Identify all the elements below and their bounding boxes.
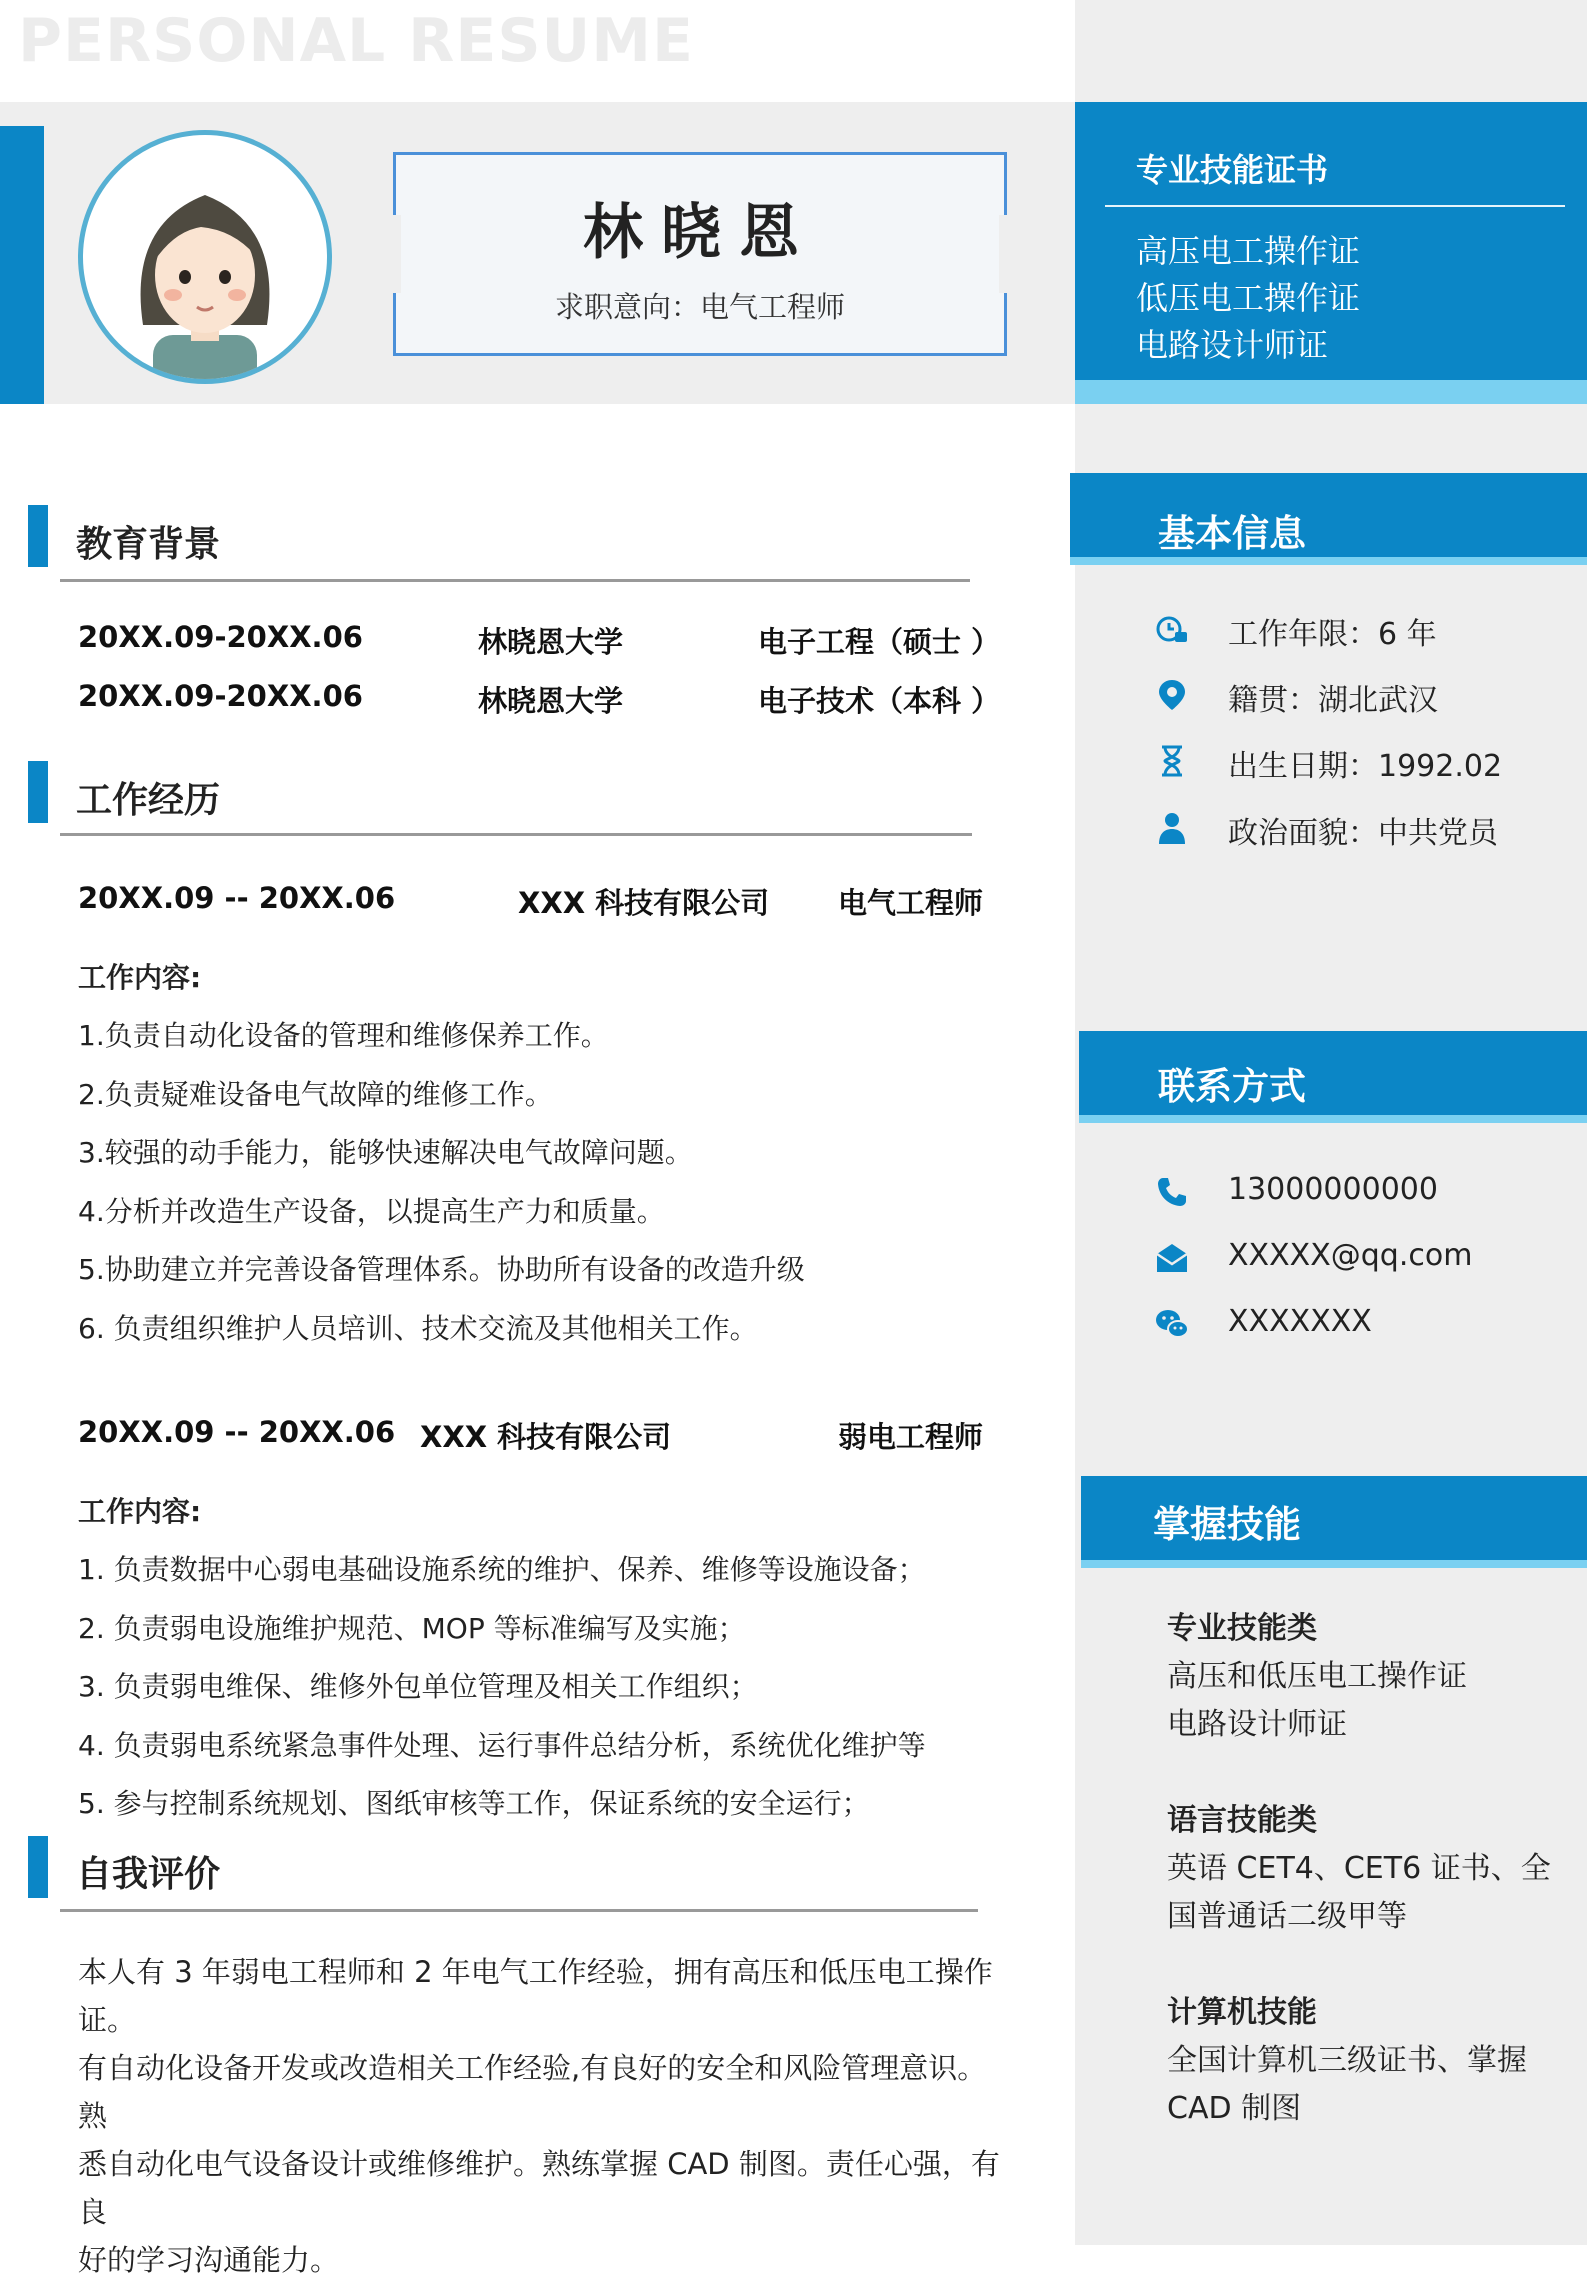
info-work-years: 工作年限：6 年 (1228, 617, 1437, 652)
info-political-status: 政治面貌：中共党员 (1228, 816, 1498, 851)
work-divider (60, 833, 972, 836)
contact-wechat[interactable]: XXXXXXX (1228, 1304, 1372, 1339)
self-eval-divider (60, 1909, 978, 1912)
skills-title: 掌握技能 (1153, 1503, 1301, 1546)
job-duty: 1. 负责数据中心弱电基础设施系统的维护、保养、维修等设施设备； (78, 1553, 926, 1586)
name-card (393, 152, 1007, 356)
certificates-panel-underline (1075, 380, 1587, 404)
job-role: 电气工程师 (838, 886, 984, 920)
job-duty: 5. 参与控制系统规划、图纸审核等工作，保证系统的安全运行； (78, 1787, 870, 1820)
header-accent-bar (0, 126, 44, 404)
self-eval-title: 自我评价 (76, 1854, 221, 1895)
contact-email[interactable]: XXXXX@qq.com (1228, 1238, 1473, 1273)
job-period: 20XX.09 -- 20XX.06 (78, 881, 396, 915)
certificate-item: 低压电工操作证 (1136, 279, 1361, 317)
job-content-label: 工作内容: (78, 1495, 202, 1528)
job-duty: 4. 负责弱电系统紧急事件处理、运行事件总结分析，系统优化维护等 (78, 1729, 926, 1762)
job-duty: 5.协助建立并完善设备管理体系。协助所有设备的改造升级 (78, 1253, 805, 1286)
phone-icon (1155, 1175, 1189, 1209)
briefcase-clock-icon (1155, 612, 1189, 646)
avatar (78, 130, 332, 384)
certificates-title: 专业技能证书 (1136, 151, 1329, 189)
self-eval-marker (28, 1836, 48, 1898)
skill-line: 英语 CET4、CET6 证书、全 (1167, 1851, 1551, 1886)
job-duty: 6. 负责组织维护人员培训、技术交流及其他相关工作。 (78, 1312, 758, 1345)
skill-group-heading: 语言技能类 (1167, 1803, 1317, 1838)
job-intent: 求职意向：电气工程师 (554, 290, 845, 324)
candidate-name: 林晓恩 (583, 198, 817, 268)
job-role: 弱电工程师 (838, 1420, 984, 1454)
skill-group-heading: 专业技能类 (1167, 1611, 1317, 1646)
education-school: 林晓恩大学 (478, 625, 624, 659)
skill-line: 电路设计师证 (1167, 1707, 1347, 1742)
info-hometown: 籍贯：湖北武汉 (1228, 683, 1438, 718)
self-eval-line: 本人有 3 年弱电工程师和 2 年电气工作经验，拥有高压和低压电工操作证。 (78, 1955, 993, 2037)
contact-header (1079, 1031, 1587, 1115)
skill-line: 全国计算机三级证书、掌握 (1167, 2043, 1527, 2078)
info-birthdate: 出生日期：1992.02 (1228, 749, 1503, 784)
education-title: 教育背景 (76, 524, 221, 565)
mail-icon (1155, 1241, 1189, 1275)
contact-phone[interactable]: 13000000000 (1228, 1172, 1438, 1207)
job-content-label: 工作内容: (78, 961, 202, 994)
contact-title: 联系方式 (1158, 1065, 1306, 1108)
self-eval-line: 悉自动化电气设备设计或维修维护。熟练掌握 CAD 制图。责任心强，有良 (78, 2147, 1000, 2229)
certificate-item: 电路设计师证 (1136, 326, 1329, 364)
contact-header-underline (1079, 1115, 1587, 1123)
job-duty: 3.较强的动手能力，能够快速解决电气故障问题。 (78, 1136, 693, 1169)
job-duty: 1.负责自动化设备的管理和维修保养工作。 (78, 1019, 609, 1052)
job-company: XXX 科技有限公司 (518, 886, 770, 920)
skill-line: CAD 制图 (1167, 2091, 1302, 2126)
education-period: 20XX.09-20XX.06 (78, 679, 363, 713)
certificate-item: 高压电工操作证 (1136, 232, 1361, 270)
education-period: 20XX.09-20XX.06 (78, 620, 363, 654)
job-duty: 4.分析并改造生产设备，以提高生产力和质量。 (78, 1195, 665, 1228)
education-marker (28, 505, 48, 567)
watermark: PERSONAL RESUME (18, 6, 694, 76)
education-major: 电子技术（本科 ） (758, 684, 1001, 718)
certificates-divider (1105, 205, 1565, 207)
basic-info-title: 基本信息 (1158, 512, 1306, 555)
self-eval-text (78, 1948, 1008, 2284)
self-eval-line: 有自动化设备开发或改造相关工作经验,有良好的安全和风险管理意识。熟 (78, 2051, 987, 2133)
skills-header-underline (1081, 1560, 1587, 1568)
self-eval-line: 好的学习沟通能力。 (78, 2243, 340, 2277)
job-company: XXX 科技有限公司 (420, 1420, 672, 1454)
job-duty: 2. 负责弱电设施维护规范、MOP 等标准编写及实施； (78, 1612, 746, 1645)
location-pin-icon (1155, 678, 1189, 712)
skill-line: 高压和低压电工操作证 (1167, 1659, 1467, 1694)
basic-info-header-underline (1070, 557, 1587, 565)
job-duty: 3. 负责弱电维保、维修外包单位管理及相关工作组织； (78, 1670, 758, 1703)
job-duty: 2.负责疑难设备电气故障的维修工作。 (78, 1078, 553, 1111)
wechat-icon (1155, 1307, 1189, 1341)
hourglass-icon (1155, 744, 1189, 778)
avatar-illustration (83, 135, 327, 379)
job-period: 20XX.09 -- 20XX.06 (78, 1415, 396, 1449)
education-divider (60, 579, 970, 582)
skill-line: 国普通话二级甲等 (1167, 1899, 1407, 1934)
basic-info-header (1070, 473, 1587, 557)
education-major: 电子工程（硕士 ） (758, 625, 1001, 659)
person-icon (1155, 811, 1189, 845)
work-title: 工作经历 (76, 780, 221, 821)
education-school: 林晓恩大学 (478, 684, 624, 718)
skill-group-heading: 计算机技能 (1167, 1995, 1317, 2030)
work-marker (28, 761, 48, 823)
